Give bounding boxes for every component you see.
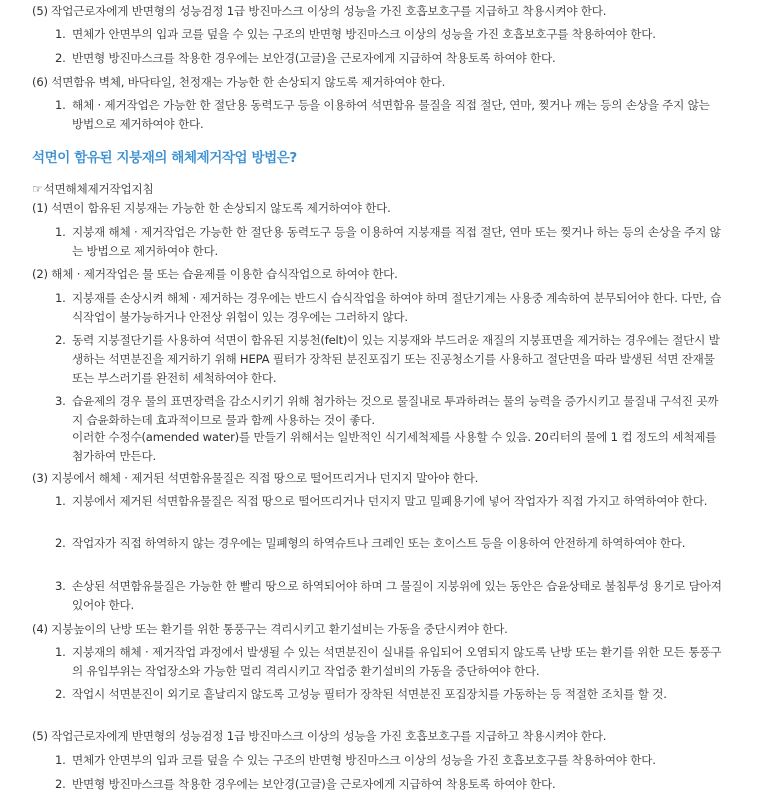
pointing-hand-icon: ☞ xyxy=(32,182,43,196)
list-number: 1. xyxy=(55,753,66,767)
list-text: 지붕에서 제거된 석면함유물질은 직접 땅으로 떨어뜨리거나 던지지 말고 밀폐용기에 넣어 작업자가 직접 가지고 하역하여야 한다. xyxy=(72,494,708,508)
list-text: 면체가 안면부의 입과 코를 덮을 수 있는 구조의 반면형 방진마스크 이상의 성능을 가진 호흡보호구를 착용하여야 한다. xyxy=(72,753,656,767)
list-number: 2. xyxy=(55,687,66,701)
section-3-title: (3) 지붕에서 해체 · 제거된 석면함유물질은 직접 땅으로 떨어뜨리거나 던지지 말아야 한다. xyxy=(32,471,479,485)
list-text: 지붕재 해체 · 제거작업은 가능한 한 절단용 동력도구 등을 이용하여 지붕재를 직접 절단, 연마 또는 찢거나 하는 등의 손상을 주지 않는 방법으로 제거하여야 한다. xyxy=(72,225,721,258)
section-6-title: (6) 석면함유 벽체, 바닥타일, 천정재는 가능한 한 손상되지 않도록 제거하여야 한다. xyxy=(32,75,446,89)
list-text: 반면형 방진마스크를 착용한 경우에는 보안경(고글)을 근로자에게 지급하여 착용토록 하여야 한다. xyxy=(72,777,556,791)
guide-title xyxy=(32,181,154,198)
section-4-title: (4) 지붕높이의 난방 또는 환기를 위한 통풍구는 격리시키고 환기설비는 가동을 중단시켜야 한다. xyxy=(32,622,508,636)
section-5-top-title: (5) 작업근로자에게 반면형의 성능검정 1급 방진마스크 이상의 성능을 가진 호흡보호구를 지급하고 착용시켜야 한다. xyxy=(32,4,607,18)
list-text: 해체 · 제거작업은 가능한 한 절단용 동력도구 등을 이용하여 석면함유 물질을 직접 절단, 연마, 찢거나 깨는 등의 손상을 주지 않는 방법으로 제거하여야 한다. xyxy=(72,98,710,131)
list-text: 반면형 방진마스크를 착용한 경우에는 보안경(고글)을 근로자에게 지급하여 착용토록 하여야 한다. xyxy=(72,51,556,65)
list-number: 2. xyxy=(55,777,66,791)
list-text: 작업시 석면분진이 외기로 흩날리지 않도록 고성능 필터가 장착된 석면분진 포집장치를 가동하는 등 적절한 조치를 할 것. xyxy=(72,687,667,701)
list-text: 면체가 안면부의 입과 코를 덮을 수 있는 구조의 반면형 방진마스크 이상의 성능을 가진 호흡보호구를 착용하여야 한다. xyxy=(72,27,656,41)
list-text: 습윤제의 경우 물의 표면장력을 감소시키기 위해 첨가하는 것으로 물질내로 투과하려는 물의 능력을 증가시키고 물질내 구석진 곳까지 습윤화하는데 효과적이므로 물과 함께 사용하는 것이 좋다. xyxy=(72,394,719,427)
list-number: 1. xyxy=(55,494,66,508)
list-number: 1. xyxy=(55,291,66,305)
list-number: 1. xyxy=(55,98,66,112)
section-2-title: (2) 해체 · 제거작업은 물 또는 습윤제를 이용한 습식작업으로 하여야 한다. xyxy=(32,267,398,281)
guide-title-text: 석면해체제거작업지침 xyxy=(43,182,154,196)
list-number: 1. xyxy=(55,225,66,239)
list-text: 지붕재의 해체 · 제거작업 과정에서 발생될 수 있는 석면분진이 실내를 유입되어 오염되지 않도록 난방 또는 환기를 위한 모든 통풍구의 유입부위는 작업장소와 가능한 멀리 격리시키고 작업중 환기설비의 가동을 중단하여야 한다. xyxy=(72,645,722,678)
list-number: 2. xyxy=(55,51,66,65)
list-number: 2. xyxy=(55,333,66,347)
list-text: 작업자가 직접 하역하지 않는 경우에는 밀폐형의 하역슈트나 크레인 또는 호이스트 등을 이용하여 안전하게 하역하여야 한다. xyxy=(72,536,686,550)
list-number: 3. xyxy=(55,394,66,408)
list-number: 3. xyxy=(55,579,66,593)
section-heading: 석면이 함유된 지붕재의 해체제거작업 방법은? xyxy=(32,150,297,166)
list-text: 손상된 석면함유물질은 가능한 한 빨리 땅으로 하역되어야 하며 그 물질이 지붕위에 있는 동안은 습윤상태로 불침투성 용기로 담아져 있어야 한다. xyxy=(72,579,722,612)
section-1-title: (1) 석면이 함유된 지붕재는 가능한 한 손상되지 않도록 제거하여야 한다. xyxy=(32,201,391,215)
list-text: 이러한 수정수(amended water)를 만들기 위해서는 일반적인 식기세척제를 사용할 수 있음. 20리터의 물에 1 컵 정도의 세척제를 첨가하여 만든다. xyxy=(72,430,717,463)
list-number: 2. xyxy=(55,536,66,550)
list-number: 1. xyxy=(55,27,66,41)
list-text: 동력 지붕절단기를 사용하여 석면이 함유된 지붕천(felt)이 있는 지붕재와 부드러운 재질의 지붕표면을 제거하는 경우에는 절단시 발생하는 석면분진을 제거하기 위해 HEPA 필터가 장착된 분진포집기 또는 진공청소기를 사용하고 절단면을 따라 발생된 석면 잔재물 또는 부스러기를 완전히 세척하여야 한다. xyxy=(72,333,720,385)
section-5-title: (5) 작업근로자에게 반면형의 성능검정 1급 방진마스크 이상의 성능을 가진 호흡보호구를 지급하고 착용시켜야 한다. xyxy=(32,729,607,743)
list-number: 1. xyxy=(55,645,66,659)
list-text: 지붕재를 손상시켜 해체 · 제거하는 경우에는 반드시 습식작업을 하여야 하며 절단기계는 사용중 계속하여 분무되어야 한다. 다만, 습식작업이 불가능하거나 안전상 위험이 있는 경우에는 그러하지 않다. xyxy=(72,291,722,324)
